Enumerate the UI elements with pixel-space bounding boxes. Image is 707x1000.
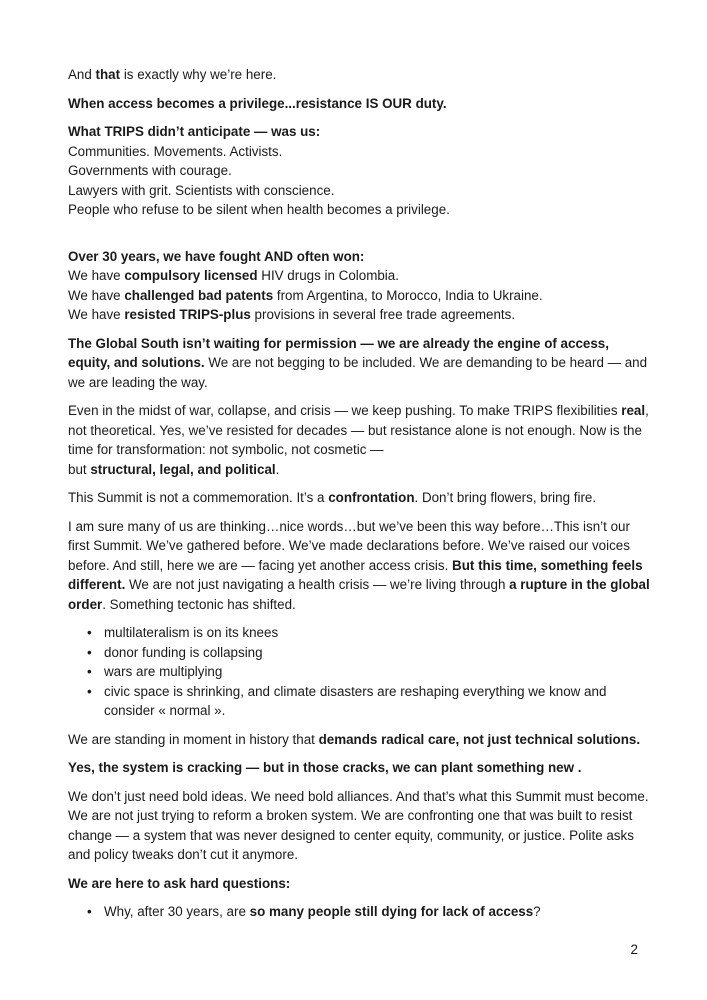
text: is exactly why we’re here. — [120, 67, 277, 82]
document-body — [68, 65, 650, 931]
page-number: 2 — [630, 942, 638, 957]
list-item: • wars are multiplying — [68, 662, 650, 682]
text: provisions in several free trade agreements. — [250, 307, 516, 322]
text: . Don’t bring flowers, bring fire. — [414, 490, 597, 505]
bold-text: challenged bad patents — [124, 287, 274, 303]
paragraph-keep-pushing — [68, 401, 650, 479]
paragraph-summit-confrontation — [68, 488, 650, 508]
section-heading — [68, 247, 650, 267]
bold-text: We are here to ask hard questions: — [68, 875, 291, 891]
bold-text: resisted TRIPS-plus — [124, 307, 251, 322]
bold-text: that — [95, 67, 121, 82]
text: . Something tectonic has shifted. — [102, 596, 296, 612]
list-line: Lawyers with grit. Scientists with conscience. — [68, 182, 335, 198]
text: . — [275, 461, 280, 477]
bold-text: confrontation — [328, 490, 415, 505]
paragraph-global-south — [68, 334, 650, 393]
bold-text: demands radical care, not just technical solutions. — [318, 731, 641, 747]
list-line — [68, 266, 650, 286]
spacer — [68, 229, 650, 247]
bold-text: Yes, the system is cracking — but in those cracks, we can plant something new . — [68, 760, 582, 775]
text: HIV drugs in Colombia. — [257, 268, 399, 283]
list-line: People who refuse to be silent when health becomes a privilege. — [68, 202, 450, 217]
text: Why, after 30 years, are — [104, 904, 250, 919]
text: We are not just navigating a health crisis — we’re living through — [125, 577, 510, 592]
bold-text: structural, legal, and political — [90, 461, 276, 477]
text: We don’t just need bold ideas. We need bold alliances. And that’s what this Summit must become. We are not just trying to reform a broken system. We are confronting one that was built to resist change — a system that was never designed to center equity, community, or justice. Polite asks and policy tweaks don’t cut it anymore. — [68, 788, 649, 862]
bold-text: What TRIPS didn’t anticipate — was us: — [68, 124, 321, 139]
text: And — [68, 67, 96, 82]
paragraph-intro — [68, 65, 650, 85]
list-line: Communities. Movements. Activists. — [68, 143, 283, 159]
bold-text: The Global South isn’t waiting for permission — we are already the engine of access, equity, and solutions. — [68, 335, 609, 370]
list-line — [68, 305, 650, 325]
bold-text: But this time, something feels different. — [68, 557, 643, 592]
bold-text: compulsory licensed — [124, 268, 258, 283]
list-item: • donor funding is collapsing — [68, 643, 650, 663]
list-line — [68, 286, 650, 306]
paragraph-system-cracking — [68, 758, 650, 778]
text: Even in the midst of war, collapse, and crisis — we keep pushing. To make TRIPS flexibilities — [68, 403, 622, 418]
list-item: • civic space is shrinking, and climate disasters are reshaping everything we know and consider « normal ». — [68, 682, 650, 721]
text: , not theoretical. Yes, we’ve resisted for decades — but resistance alone is not enough. Now is the time for transformation: not symbolic, not cosmetic — — [68, 403, 649, 457]
text: We are standing in moment in history that — [68, 731, 319, 747]
bold-text: When access becomes a privilege...resistance IS OUR duty. — [68, 95, 447, 111]
paragraph-fought-won — [68, 247, 650, 325]
bullet-list-global-order — [68, 623, 650, 721]
text: We have — [68, 287, 125, 303]
section-heading — [68, 122, 650, 142]
text: We have — [68, 268, 125, 283]
bold-text: real — [621, 403, 646, 418]
text: We have — [68, 307, 125, 322]
bold-text: so many people still dying for lack of access — [249, 904, 534, 919]
paragraph-bold-alliances — [68, 787, 650, 865]
bold-text: a rupture in the global order — [68, 577, 650, 612]
list-item — [68, 902, 650, 922]
text: ? — [533, 904, 541, 919]
paragraph-radical-care — [68, 730, 650, 750]
paragraph-something-different — [68, 517, 650, 615]
bold-text: Over 30 years, we have fought AND often won: — [68, 248, 365, 264]
paragraph-hard-questions — [68, 874, 650, 894]
text: I am sure many of us are thinking…nice words…but we’ve been this way before…This isn’t our first Summit. We’ve gathered before. We’ve made declarations before. We’ve raised our voices before. And still, here we are — facing yet another access crisis. — [68, 518, 630, 573]
bullet-list-questions — [68, 902, 650, 922]
text: but — [68, 461, 91, 477]
text: We are not begging to be included. We are demanding to be heard — and we are leading the way. — [68, 355, 648, 390]
list-item: • multilateralism is on its knees — [68, 623, 650, 643]
text: from Argentina, to Morocco, India to Ukraine. — [273, 287, 543, 303]
list-line: Governments with courage. — [68, 163, 232, 178]
paragraph-access-privilege — [68, 94, 650, 114]
paragraph-trips-anticipate — [68, 122, 650, 220]
text: This Summit is not a commemoration. It’s a — [68, 490, 329, 505]
